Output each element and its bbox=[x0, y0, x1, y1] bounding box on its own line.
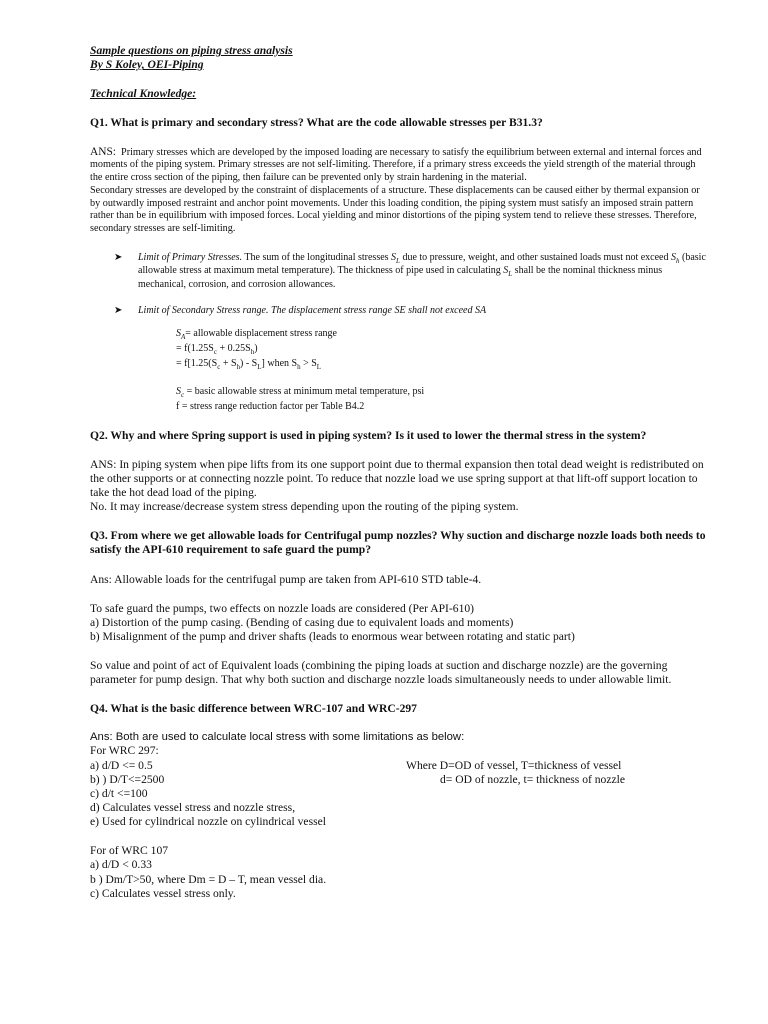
answer-3-item-b: b) Misalignment of the pump and driver shafts (leads to enormous wear between rotating and static part) bbox=[90, 630, 575, 644]
wrc297-definition-vessel: Where D=OD of vessel, T=thickness of vessel bbox=[406, 758, 622, 772]
answer-1-secondary: Secondary stresses are developed by the constraint of displacements of a structure. These displacements can be caused either by thermal expansion or by outwardly imposed restraint and anchor point movements. Under this loading condition, the piping system must satisfy an imposed strain pattern rather than be in equilibrium with imposed forces. Local yielding and minor distortions of the piping system tend to relieve these stresses. Therefore, secondary stresses are self-limiting. bbox=[90, 184, 700, 235]
arrow-bullet-icon: ➤ bbox=[114, 305, 123, 317]
wrc297-row bbox=[90, 773, 708, 787]
answer-2-note: No. It may increase/decrease system stress depending upon the routing of the piping system. bbox=[90, 500, 519, 514]
formula-line: $S_A=$ allowable displacement stress range bbox=[176, 328, 337, 342]
wrc297-condition-c: c) d/t <=100 bbox=[90, 786, 148, 800]
answer-3-intro: To safe guard the pumps, two effects on nozzle loads are considered (Per API-610) bbox=[90, 601, 475, 615]
formula-line: = $f(1.25S_c + 0.25S_h)$ bbox=[176, 343, 258, 357]
document-title: Sample questions on piping stress analysis bbox=[90, 44, 293, 57]
section-heading: Technical Knowledge: bbox=[90, 87, 197, 101]
question-3: Q3. From where we get allowable loads for Centrifugal pump nozzles? Why suction and discharge nozzle loads both needs to satisfy the API-610 requirement to safe guard the pump? bbox=[90, 529, 706, 557]
document-author: By S Koley, OEI-Piping bbox=[90, 58, 204, 72]
wrc107-heading: For of WRC 107 bbox=[90, 844, 169, 858]
wrc297-condition-e: e) Used for cylindrical nozzle on cylindrical vessel bbox=[90, 815, 326, 829]
wrc297-row bbox=[90, 759, 708, 773]
formula-line: $S_c$ = basic allowable stress at minimum metal temperature, psi bbox=[176, 385, 425, 399]
wrc107-condition-a: a) d/D < 0.33 bbox=[90, 858, 152, 872]
wrc297-definition-nozzle: d= OD of nozzle, t= thickness of nozzle bbox=[440, 772, 625, 786]
arrow-bullet-icon: ➤ bbox=[114, 251, 123, 263]
answer-2: ANS: In piping system when pipe lifts from its one support point due to thermal expansion then total dead weight is redistributed on the other supports or at connecting nozzle point. To reduce that nozzle load we use spring support at that lift-off support location to take the hot dead load of the piping. bbox=[90, 457, 704, 500]
answer-3: Ans: Allowable loads for the centrifugal pump are taken from API-610 STD table-4. bbox=[90, 572, 482, 586]
question-1: Q1. What is primary and secondary stress? What are the code allowable stresses per B31.3? bbox=[90, 116, 543, 130]
formula-line: = $f[1.25(S_c + S_h) - S_L]$ when $S_h > S_L$ bbox=[176, 358, 322, 372]
wrc297-condition-d: d) Calculates vessel stress and nozzle stress, bbox=[90, 800, 296, 814]
answer-1-primary: ANS: Primary stresses which are developed by the imposed loading are necessary to satisfy the equilibrium between external and internal forces and moments of the piping system. Primary stresses are not self-limiting. Therefore, if a primary stress exceeds the yield strength of the material through the entire cross section of the piping, then failure can be prevented only by strain hardening in the material. bbox=[90, 145, 702, 184]
answer-3-conclusion: So value and point of act of Equivalent loads (combining the piping loads at suction and discharge nozzle) are the governing parameter for pump design. That why both suction and discharge nozzle loads simultaneously needs to under allowable limit. bbox=[90, 659, 672, 687]
answer-4: Ans: Both are used to calculate local stress with some limitations as below: bbox=[90, 730, 465, 743]
formula-block bbox=[90, 327, 708, 412]
wrc107-condition-c: c) Calculates vessel stress only. bbox=[90, 886, 236, 900]
list-item: ➤ Limit of Primary Stresses. The sum of the longitudinal stresses $S_L$ due to pressure, weight, and other sustained loads must not exceed $S_h$ (basic allowable stress at maximum metal temperature). The thickness of pipe used in calculating $S_L$ shall be the nominal thickness minus mechanical, corrosion, and corrosion allowances. bbox=[114, 251, 706, 290]
question-2: Q2. Why and where Spring support is used in piping system? Is it used to lower the thermal stress in the system? bbox=[90, 428, 647, 442]
question-4: Q4. What is the basic difference between WRC-107 and WRC-297 bbox=[90, 702, 417, 716]
wrc297-condition-a: a) d/D <= 0.5 bbox=[90, 758, 153, 772]
formula-line: f = stress range reduction factor per Table B4.2 bbox=[176, 400, 365, 412]
allowable-stress-list bbox=[90, 252, 708, 317]
wrc297-heading: For WRC 297: bbox=[90, 744, 159, 758]
wrc297-condition-b: b) ) D/T<=2500 bbox=[90, 772, 165, 786]
list-item: ➤ Limit of Secondary Stress range. The displacement stress range SE shall not exceed SA bbox=[114, 305, 487, 317]
answer-3-item-a: a) Distortion of the pump casing. (Bending of casing due to equivalent loads and moments) bbox=[90, 615, 514, 629]
wrc107-condition-b: b ) Dm/T>50, where Dm = D – T, mean vessel dia. bbox=[90, 872, 327, 886]
